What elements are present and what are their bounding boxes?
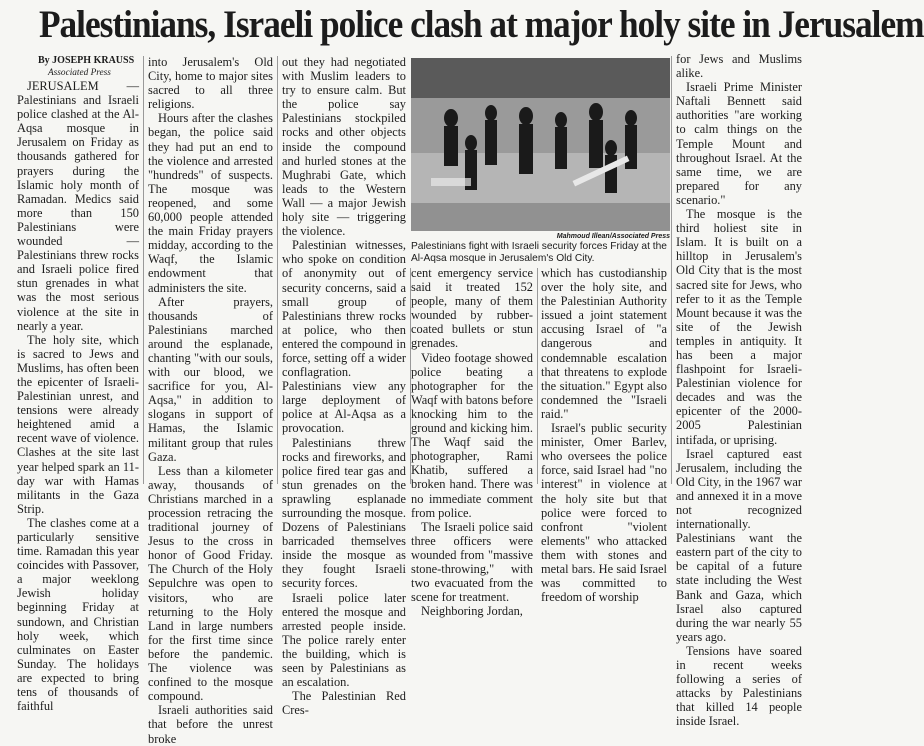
column-rule [277, 56, 278, 484]
paragraph: The clashes come at a particularly sensitive time. Ramadan this year coincides with Passover, a major weeklong Jewish holiday beginning Friday at sundown, and Christian holy week, which culminates on Easter Sunday. The holidays are expected to bring tens of thousands of faithful [17, 515, 139, 714]
photo-credit: Mahmoud Illean/Associated Press [556, 233, 670, 240]
paragraph: Palestinians threw rocks and fireworks, and police fired tear gas and stun grenades on the sprawling esplanade surrounding the mosque. Dozens of Palestinians barricaded themselves inside the mosque as they fought Israeli security forces. [282, 435, 406, 591]
paragraph: The Israeli police said three officers were wounded from "massive stone-throwing," with two evacuated from the scene for treatment. [411, 519, 533, 605]
paragraph: Israel captured east Jerusalem, including the Old City, in the 1967 war and annexed it in a move not recognized internationally. Palestinians want the eastern part of the city to be capital of a future state including the West Bank and Gaza, which Israel also captured during the war nearly 55 years ago. [676, 446, 802, 644]
byline: By JOSEPH KRAUSS [38, 55, 135, 66]
column-rule [671, 56, 672, 484]
paragraph: The holy site, which is sacred to Jews and Muslims, has often been the epicenter of Israeli-Palestinian unrest, and tensions were already heightened amid a recent wave of violence. Clashes at the site last year helped spark an 11-day war with Hamas militants in the Gaza Strip. [17, 332, 139, 516]
paragraph: out they had negotiated with Muslim leaders to try to ensure calm. But the police say Palestinians stockpiled rocks and other objects inside the compound and hurled stones at the Mughrabi Gate, which leads to the Western Wall — a major Jewish holy site — triggering the violence. [282, 55, 406, 239]
agency-credit: Associated Press [48, 68, 111, 78]
article-column-4 [411, 266, 533, 619]
paragraph: which has custodianship over the holy site, and the Palestinian Authority issued a joint statement accusing Israel of "a dangerous and condemnable escalation that threatens to explode the situation." Egypt also condemned the "Israeli raid." [541, 266, 667, 421]
column-rule [143, 56, 144, 484]
paragraph: Israel's public security minister, Omer Barlev, who oversees the police force, said Israel had "no interest" in violence at the holy site but that police were forced to confront "violent elements" who attacked them with stones and metal bars. He said Israel was committed to freedom of worship [541, 421, 667, 605]
article-column-3 [282, 55, 406, 718]
paragraph: Video footage showed police beating a photographer for the Waqf with batons before knocking him to the ground and kicking him. The Waqf said the photographer, Rami Khatib, suffered a broken hand. There was no immediate comment from police. [411, 350, 533, 520]
paragraph: After prayers, thousands of Palestinians marched around the esplanade, chanting "with our souls, with our blood, we sacrifice for you, Al-Aqsa," in addition to slogans in support of Hamas, the Islamic militant group that rules Gaza. [148, 294, 273, 464]
clash-photo [411, 58, 670, 231]
article-column-5 [541, 266, 667, 605]
paragraph: Israeli police later entered the mosque and arrested people inside. The police rarely enter the building, which is seen by Palestinians as an escalation. [282, 590, 406, 690]
paragraph: The mosque is the third holiest site in Islam. It is built on a hilltop in Jerusalem's Old City that is the most sacred site for Jews, who refer to it as the Temple Mount because it was the site of the Jewish temples in antiquity. It has been a major flashpoint for Israeli-Palestinian violence for decades and was the epicenter of the 2000-2005 Palestinian intifada, or uprising. [676, 207, 802, 447]
paragraph: Tensions have soared in recent weeks following a series of attacks by Palestinians that killed 14 people inside Israel. [676, 643, 802, 729]
article-column-2 [148, 55, 273, 746]
column-rule [537, 268, 538, 484]
paragraph: Israeli authorities said that before the unrest broke [148, 703, 273, 746]
paragraph: Israeli Prime Minister Naftali Bennett said authorities "are working to calm things on the Temple Mount and throughout Israel. At the same time, we are prepared for any scenario." [676, 80, 802, 207]
paragraph: Hours after the clashes began, the police said they had put an end to the violence and arrested "hundreds" of suspects. The mosque was reopened, and some 60,000 people attended the main Friday prayers midday, according to the Waqf, the Islamic endowment that administers the site. [148, 111, 273, 295]
article-column-6 [676, 52, 802, 729]
headline: Palestinians, Israeli police clash at major holy site in Jerusalem [38, 3, 924, 46]
paragraph: Neighboring Jordan, [421, 604, 523, 619]
paragraph: Palestinian witnesses, who spoke on condition of anonymity out of security concerns, said a small group of Palestinians threw rocks at police, who then entered the compound in force, setting off a wider conflagration. Palestinians view any large deployment of police at Al-Aqsa as a provocation. [282, 238, 406, 436]
paragraph: The Palestinian Red Cres- [282, 689, 406, 718]
article-column-1 [17, 55, 139, 714]
news-photo-block [411, 58, 670, 265]
paragraph: for Jews and Muslims alike. [676, 52, 802, 81]
paragraph: JERUSALEM — Palestinians and Israeli police clashed at the Al-Aqsa mosque in Jerusalem on Friday as thousands gathered for prayers during the Islamic holy month of Ramadan. Medics said more than 150 Palestinians were wounded — Palestinians threw rocks and Israeli police fired stun grenades in what was the most serious violence at the site in nearly a year. [17, 79, 139, 333]
photo-caption: Palestinians fight with Israeli security forces Friday at the Al-Aqsa mosque in Jerusalem's Old City. [411, 241, 667, 264]
paragraph: Less than a kilometer away, thousands of Christians marched in a procession retracing the traditional journey of Jesus to the cross in honor of Good Friday. The Church of the Holy Sepulchre was open to visitors, who are returning to the Holy Land in large numbers for the first time since before the pandemic. The violence was confined to the mosque compound. [148, 463, 273, 704]
paragraph: into Jerusalem's Old City, home to major sites sacred to all three religions. [148, 55, 273, 112]
paragraph: cent emergency service said it treated 152 people, many of them wounded by rubber-coated bullets or stun grenades. [411, 266, 533, 351]
